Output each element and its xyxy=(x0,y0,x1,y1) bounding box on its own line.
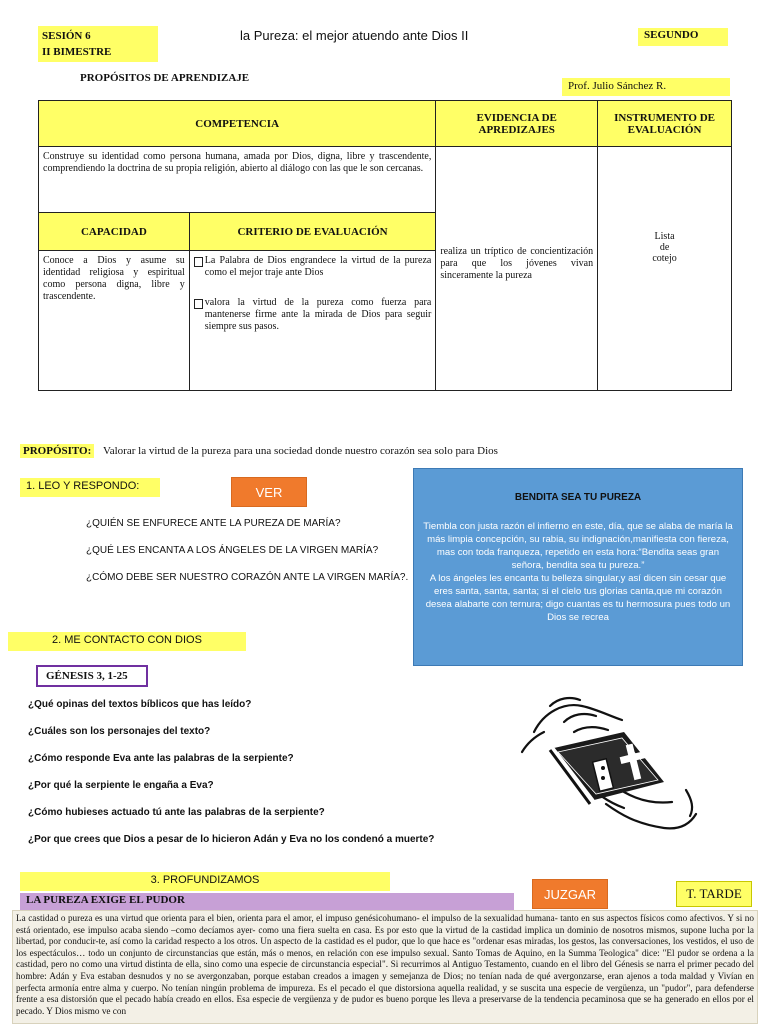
illustration xyxy=(514,692,700,844)
step2-label: 2. ME CONTACTO CON DIOS xyxy=(8,632,246,651)
page-title: la Pureza: el mejor atuendo ante Dios II xyxy=(240,28,469,43)
instrumento-line: cotejo xyxy=(652,252,677,264)
instrumento-line: Lista xyxy=(654,230,675,242)
reading-paragraph: Tiembla con justa razón el infierno en este, día, que se alaba de maría la más limpia concepción, su rabia, su indignación,manifiesta con fiereza, mas con toda franqueza, repetido en esta hora:“Bendita seas gran señora, bendita sea tu pureza.” xyxy=(423,521,733,571)
bimester: II BIMESTRE xyxy=(42,46,112,58)
header-criterio: CRITERIO DE EVALUACIÓN xyxy=(189,213,436,251)
question: ¿Cómo responde Eva ante las palabras de la serpiente? xyxy=(28,753,294,764)
question: ¿CÓMO DEBE SER NUESTRO CORAZÓN ANTE LA VIRGEN MARÍA?. xyxy=(86,572,409,583)
teacher-name: Prof. Julio Sánchez R. xyxy=(562,78,730,96)
question: ¿Por qué la serpiente le engaña a Eva? xyxy=(28,780,214,791)
criterio-item: La Palabra de Dios engrandece la virtud de la pureza como el mejor traje ante Dios xyxy=(204,255,432,278)
purposes-title: PROPÓSITOS DE APRENDIZAJE xyxy=(80,72,250,84)
question: ¿Por que crees que Dios a pesar de lo hicieron Adán y Eva no los condenó a muerte? xyxy=(28,834,435,845)
homework-tag: T. TARDE xyxy=(676,881,752,907)
bible-reference: GÉNESIS 3, 1-25 xyxy=(36,665,148,687)
question: ¿QUÉ LES ENCANTA A LOS ÁNGELES DE LA VIRGEN MARÍA? xyxy=(86,545,379,556)
purpose-row xyxy=(20,445,498,457)
header-capacidad: CAPACIDAD xyxy=(39,213,190,251)
header-evidencia: EVIDENCIA DE APREDIZAJES xyxy=(436,101,598,147)
competency-table xyxy=(38,100,732,391)
grade-label: SEGUNDO xyxy=(638,28,728,46)
capacidad-text: Conoce a Dios y asume su identidad religiosa y espiritual como persona digna, libre y trascendente. xyxy=(39,251,190,391)
evidencia-text: realiza un tríptico de concientización para que los jóvenes vivan sinceramente la pureza xyxy=(436,147,598,391)
instrumento-line: de xyxy=(659,241,670,253)
question: ¿Cómo hubieses actuado tú ante las palabras de la serpiente? xyxy=(28,807,325,818)
hands-holding-bible-icon xyxy=(514,692,700,844)
section-title: LA PUREZA EXIGE EL PUDOR xyxy=(20,893,514,910)
header-competencia: COMPETENCIA xyxy=(39,101,436,147)
session-box xyxy=(38,26,158,62)
checkbox-icon xyxy=(194,257,203,267)
question: ¿Qué opinas del textos bíblicos que has leído? xyxy=(28,699,252,710)
step3-label: 3. PROFUNDIZAMOS xyxy=(20,872,390,891)
criterio-cell xyxy=(189,251,436,391)
juzgar-button[interactable]: JUZGAR xyxy=(532,879,608,909)
question: ¿Cuáles son los personajes del texto? xyxy=(28,726,211,737)
reading-title: BENDITA SEA TU PUREZA xyxy=(514,492,642,503)
purpose-label: PROPÓSITO: xyxy=(20,444,94,458)
purpose-text: Valorar la virtud de la pureza para una sociedad donde nuestro corazón sea solo para Dios xyxy=(103,445,498,457)
reading-paragraph: A los ángeles les encanta tu belleza singular,y así dicen sin cesar que eres santa, santa, santa; si el cielo tus glorias canta,que mi corazón desea alabarte con ternura; digo cuantas es tu hermosura pues todo un Dios se recrea xyxy=(425,573,731,623)
competencia-text: Construye su identidad como persona humana, amada por Dios, digna, libre y trascendente, comprendiendo la doctrina de su propia religión, abierto al diálogo con las que le son cercanas. xyxy=(39,147,436,213)
instrumento-cell xyxy=(598,147,732,391)
checkbox-icon xyxy=(194,299,203,309)
reading-text: La castidad o pureza es una virtud que orienta para el bien, orienta para el amor, el impuso genésicohumano- el impulso de la sexualidad humana- tanto en sus aspectos físicos como afectivos. Y si no está orientado, ese impulso acaba siendo –como decíamos ayer- como una fiera suelta en casa. Es por esto que la virtud de la castidad implica un dominio de nosotros mismos, supone lucha por la libertad, por conducir-te, así como la caridad respecto a los otros. Un aspecto de la castidad es el pudor, que lo que hace es "ordenar esas miradas, los gestos, las conversaciones, los vestidos, el uso de los espectáculos… todo un conjunto de circunstancias que están, más o menos, en relación con ese impulso sexual. Santo Tomas de Aquino, en la Summa Teologica" dice: "El pudor se ordena a la castidad, pero no como una virtud distinta de ella, sino como una especie de circunstancia especial". Si recurrimos al Antiguo Testamento, cuando en el libro del Génesis se narra el primer pecado del hombre: Adán y Eva estaban desnudos y no se avergonzaban, porque estaban creados a imagen y semejanza de Dios; no tenían nada de qué avergonzarse, eran ajenos a toda maldad y Vivían en perfecta armonía entre alma y cuerpo. No tenían ningún problema de impureza. Es el pecado el que distorsiona aquella realidad, y se suscita una especie de vergüenza, un "pudor", para defenderse frente a esa distorsión que el pecado había creado en ellos. Esa especie de vergüenza y de pudor es bueno porque les lleva a preservarse de la tendencia pecaminosa que se ha generado en ellos por el pecado. Y Dios mismo ve con xyxy=(12,910,758,1024)
step1-label: 1. LEO Y RESPONDO: xyxy=(20,478,160,497)
reading-box xyxy=(413,468,743,666)
criterio-item: valora la virtud de la pureza como fuerza para mantenerse firme ante la mirada de Dios para seguir siempre sus pasos. xyxy=(204,297,432,332)
question: ¿QUIÉN SE ENFURECE ANTE LA PUREZA DE MARÍA? xyxy=(86,518,341,529)
ver-button[interactable]: VER xyxy=(231,477,307,507)
session-number: SESIÓN 6 xyxy=(42,30,91,42)
header-instrumento: INSTRUMENTO DE EVALUACIÓN xyxy=(598,101,732,147)
